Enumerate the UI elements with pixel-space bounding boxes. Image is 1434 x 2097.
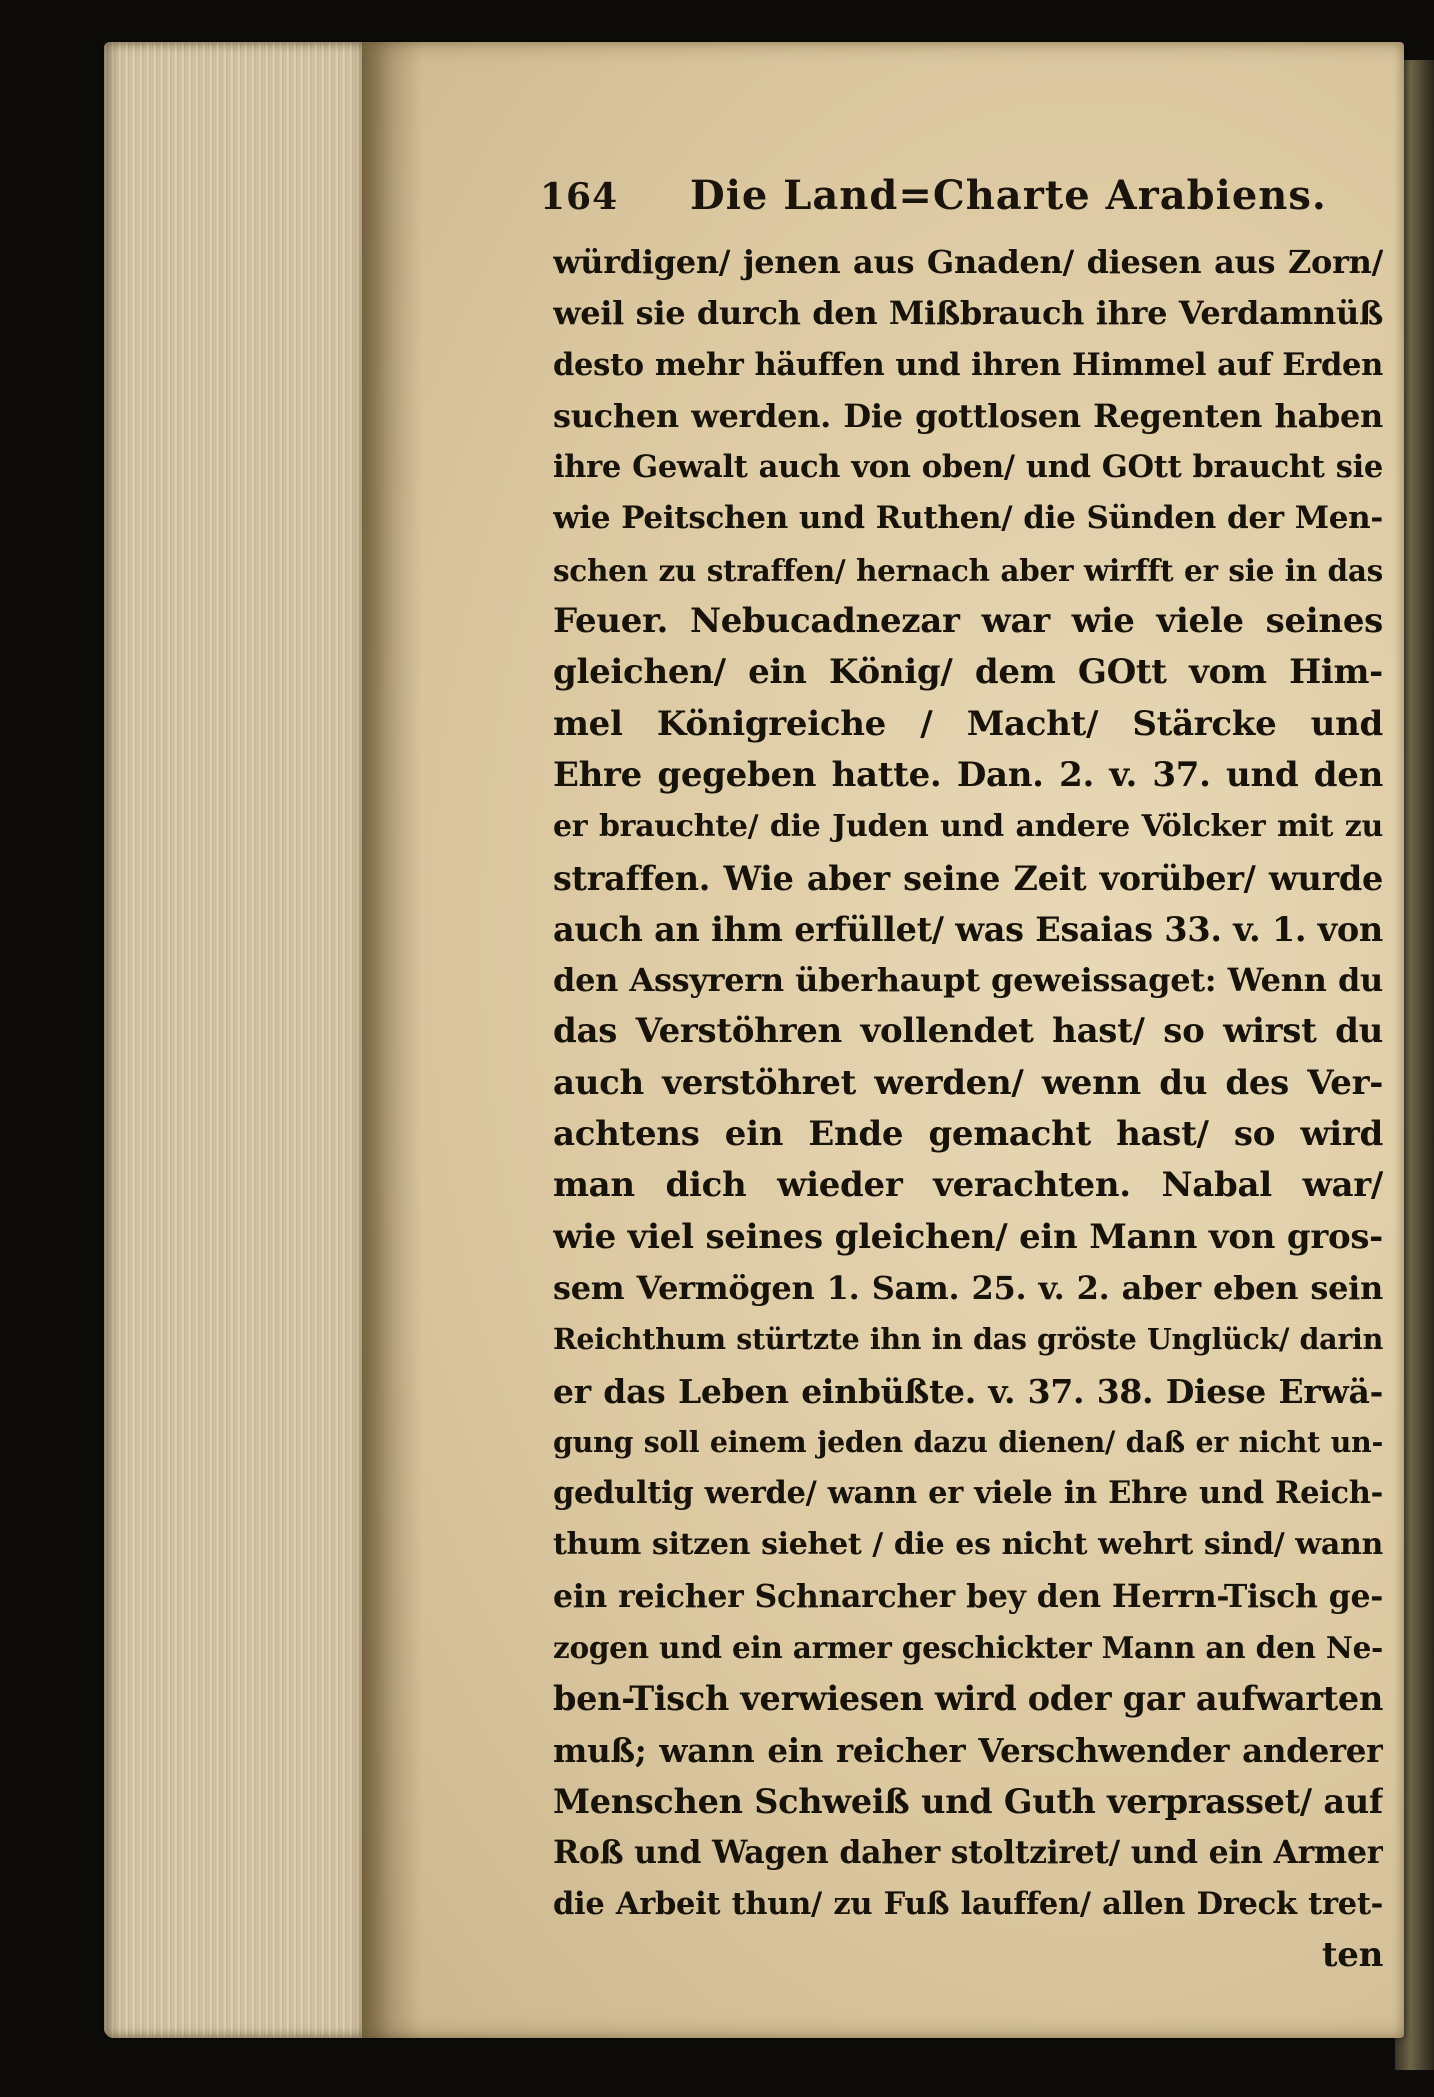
text-line: Menschen Schweiß und Guth verprasset/ auf — [553, 1781, 1383, 1821]
text-line: die Arbeit thun/ zu Fuß lauffen/ allen Dreck tret- — [553, 1885, 1383, 1922]
text-line: weil sie durch den Mißbrauch ihre Verdamnüß — [553, 294, 1383, 333]
text-line: sem Vermögen 1. Sam. 25. v. 2. aber eben sein — [553, 1268, 1383, 1307]
text-line: muß; wann ein reicher Verschwender anderer — [553, 1730, 1383, 1770]
body-text — [553, 237, 1383, 1981]
page-block-edges — [104, 42, 366, 2038]
text-line: zogen und ein armer geschickter Mann an den Ne- — [553, 1630, 1383, 1666]
text-line: ben-Tisch verwiesen wird oder gar aufwarten — [553, 1679, 1383, 1719]
text-line: thum sitzen siehet / die es nicht wehrt sind/ wann — [553, 1527, 1383, 1563]
text-line: achtens ein Ende gemacht hast/ so wird — [553, 1114, 1383, 1155]
text-line: suchen werden. Die gottlosen Regenten haben — [553, 396, 1383, 435]
text-line: mel Königreiche / Macht/ Stärcke und — [553, 703, 1383, 744]
text-line: desto mehr häuffen und ihren Himmel auf Erden — [553, 346, 1383, 383]
text-line: auch an ihm erfüllet/ was Esaias 33. v. 1. von — [553, 909, 1383, 949]
page-header — [540, 168, 1370, 224]
text-line: Feuer. Nebucadnezar war wie viele seines — [553, 601, 1383, 642]
text-line: den Assyrern überhaupt geweissaget: Wenn du — [553, 961, 1383, 1000]
text-line: wie Peitschen und Ruthen/ die Sünden der Men- — [553, 500, 1383, 537]
text-line: er das Leben einbüßte. v. 37. 38. Diese Erwä- — [553, 1371, 1383, 1411]
text-line: man dich wieder verachten. Nabal war/ — [553, 1165, 1383, 1206]
catchword: ten — [1321, 1934, 1383, 1975]
text-line: schen zu straffen/ hernach aber wirfft er sie in das — [553, 552, 1383, 588]
text-line: Reichthum stürtzte ihn in das gröste Unglück/ darin — [553, 1322, 1383, 1357]
running-title: Die Land=Charte Arabiens. — [690, 172, 1327, 219]
gutter-shadow — [362, 42, 422, 2038]
text-line: gedultig werde/ wann er viele in Ehre und Reich- — [553, 1475, 1383, 1512]
text-line: gleichen/ ein König/ dem GOtt vom Him- — [553, 652, 1383, 693]
text-line: ein reicher Schnarcher bey den Herrn-Tisch ge- — [553, 1577, 1383, 1615]
text-line: würdigen/ jenen aus Gnaden/ diesen aus Zorn/ — [553, 243, 1383, 281]
text-line: das Verstöhren vollendet hast/ so wirst du — [553, 1011, 1383, 1052]
text-line: Roß und Wagen daher stoltziret/ und ein Armer — [553, 1834, 1383, 1872]
text-line: wie viel seines gleichen/ ein Mann von gros- — [553, 1216, 1383, 1257]
text-line: er brauchte/ die Juden und andere Völcker mit zu — [553, 809, 1383, 845]
text-line: gung soll einem jeden dazu dienen/ daß er nicht un- — [553, 1424, 1383, 1459]
text-line: straffen. Wie aber seine Zeit vorüber/ wurde — [553, 858, 1383, 898]
text-line: Ehre gegeben hatte. Dan. 2. v. 37. und den — [553, 754, 1383, 795]
text-line: auch verstöhret werden/ wenn du des Ver- — [553, 1062, 1383, 1103]
page-number: 164 — [540, 176, 619, 218]
text-line: ihre Gewalt auch von oben/ und GOtt braucht sie — [553, 449, 1383, 486]
